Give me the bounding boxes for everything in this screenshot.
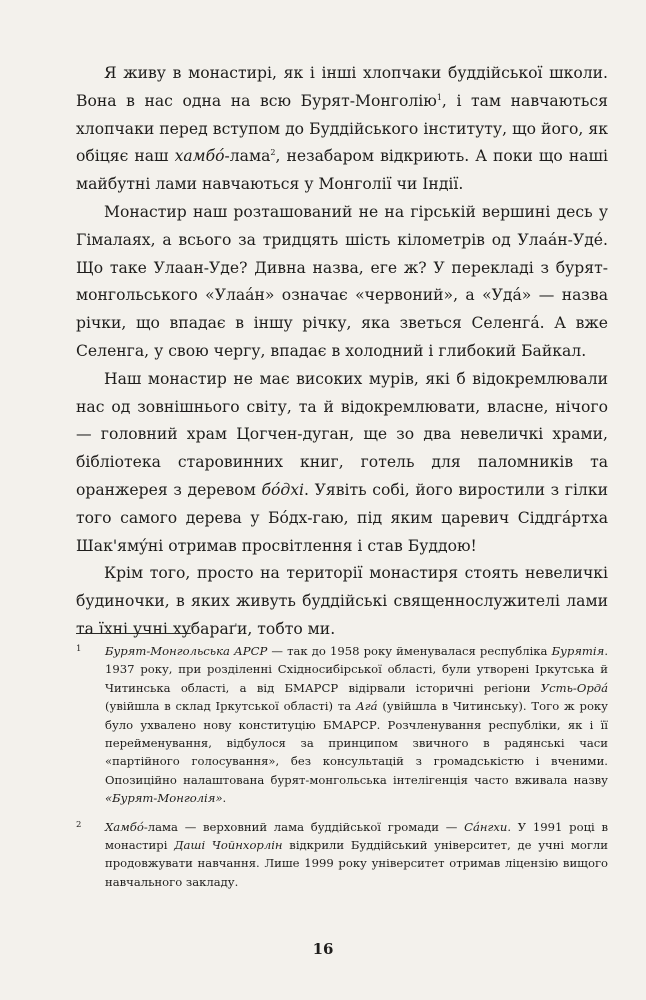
footnote-divider bbox=[76, 633, 191, 634]
footnote-text bbox=[105, 642, 608, 808]
italic-term: Сáнгхи bbox=[464, 819, 508, 834]
text-run: відкрили Буддійський університет, де учні могли продовжувати навчання. Лише 1999 року університет отримав ліцензію вищого навчального закладу. bbox=[105, 838, 608, 889]
italic-term: «Бурят-Монголія» bbox=[105, 791, 223, 806]
main-text bbox=[76, 60, 608, 644]
italic-term: хамбó bbox=[174, 147, 225, 166]
footnotes bbox=[76, 642, 608, 901]
text-run: Я живу в монастирі, як і інші хлопчаки буддійської школи. Вона в нас одна на всю Бурят-Монголію bbox=[76, 64, 608, 110]
footnote-ref: 1 bbox=[436, 92, 442, 102]
text-run: , і там навчаються хлопчаки перед вступом до Буддійського інституту, що його, як обіцяє наш bbox=[76, 91, 608, 166]
footnote-ref: 2 bbox=[270, 148, 276, 158]
text-run: . bbox=[222, 791, 227, 806]
footnote-mark: 1 bbox=[76, 644, 82, 654]
paragraph bbox=[76, 366, 608, 561]
italic-term: бóдхі bbox=[261, 480, 305, 499]
text-run: — так до 1958 року йменувалася республіка bbox=[267, 644, 552, 658]
italic-term: Усть-Ордá bbox=[540, 680, 608, 695]
text-run: Крім того, просто на території монастиря стоять невеличкі будиночки, в яких живуть буддійські священнослужителі лами та їхні учні хубараґи, тобто ми. bbox=[76, 564, 608, 638]
paragraph bbox=[76, 199, 608, 366]
italic-term: Бурят-Монгольська АРСР bbox=[105, 644, 268, 658]
footnote-mark: 2 bbox=[76, 819, 82, 830]
text-run: Наш монастир не має високих мурів, які б відокремлювали нас од зовнішнього світу, та й відокремлювати, власне, нічого — головний храм Цогчен-дуган, ще зо два невеличкі храми, бібліотека старовинних книг, готель для паломників та оранжерея з деревом bbox=[76, 369, 608, 499]
paragraph bbox=[76, 560, 608, 643]
text-run: . У 1991 році в монастирі bbox=[105, 819, 608, 853]
page-number: 16 bbox=[312, 940, 334, 958]
text-run: -лама — верховний лама буддійської громади — bbox=[143, 819, 465, 834]
italic-term: Агá bbox=[355, 699, 378, 714]
text-run: . Уявіть собі, його виростили з гілки того самого дерева у Бóдх-гаю, під яким царевич Сіддгáртха Шак'ямýні отримав просвітлення і став Буддою! bbox=[76, 480, 608, 555]
footnote-1 bbox=[76, 642, 608, 808]
text-run: (увійшла в склад Іркутської області) та bbox=[105, 699, 356, 714]
text-run: (увійшла в Читинську). Того ж року було ухвалено нову конституцію БМАРСР. Розчленування республіки, як і її перейменування, відбулося за принципом звичного в радянські часи «партійного голосування», без консультацій з громадськістю і вченими. Опозиційно налаштована бурят-монгольська інтелігенція часто вживала назву bbox=[105, 699, 608, 787]
paragraph bbox=[76, 60, 608, 199]
italic-term: Даші Чойнхорлін bbox=[174, 838, 283, 853]
text-run: . 1937 року, при розділенні Східносибірської області, були утворені Іркутська й Читинська області, а від БМАРСР відірвали історичні регіони bbox=[105, 644, 608, 695]
italic-term: Хамбó bbox=[105, 819, 144, 834]
text-run: , незабаром відкриють. А поки що наші майбутні лами навчаються у Монголії чи Індії. bbox=[76, 147, 608, 194]
footnote-2 bbox=[76, 818, 608, 892]
text-run: Монастир наш розташований не на гірській вершині десь у Гімалаях, а всього за тридцять шість кілометрів од Улаáн-Удé. Що таке Улаан-Уде? Дивна назва, еге ж? У перекладі з бурят-монгольського «Улаáн» означає «червоний», а «Удá» — назва річки, що впадає в іншу річку, яка зветься Селенгá. А вже Селенга, у свою чергу, впадає в холодний і глибокий Байкал. bbox=[76, 202, 608, 360]
footnote-text bbox=[105, 818, 608, 892]
text-run: -лама bbox=[224, 147, 271, 166]
italic-term: Бурятія bbox=[551, 644, 605, 658]
